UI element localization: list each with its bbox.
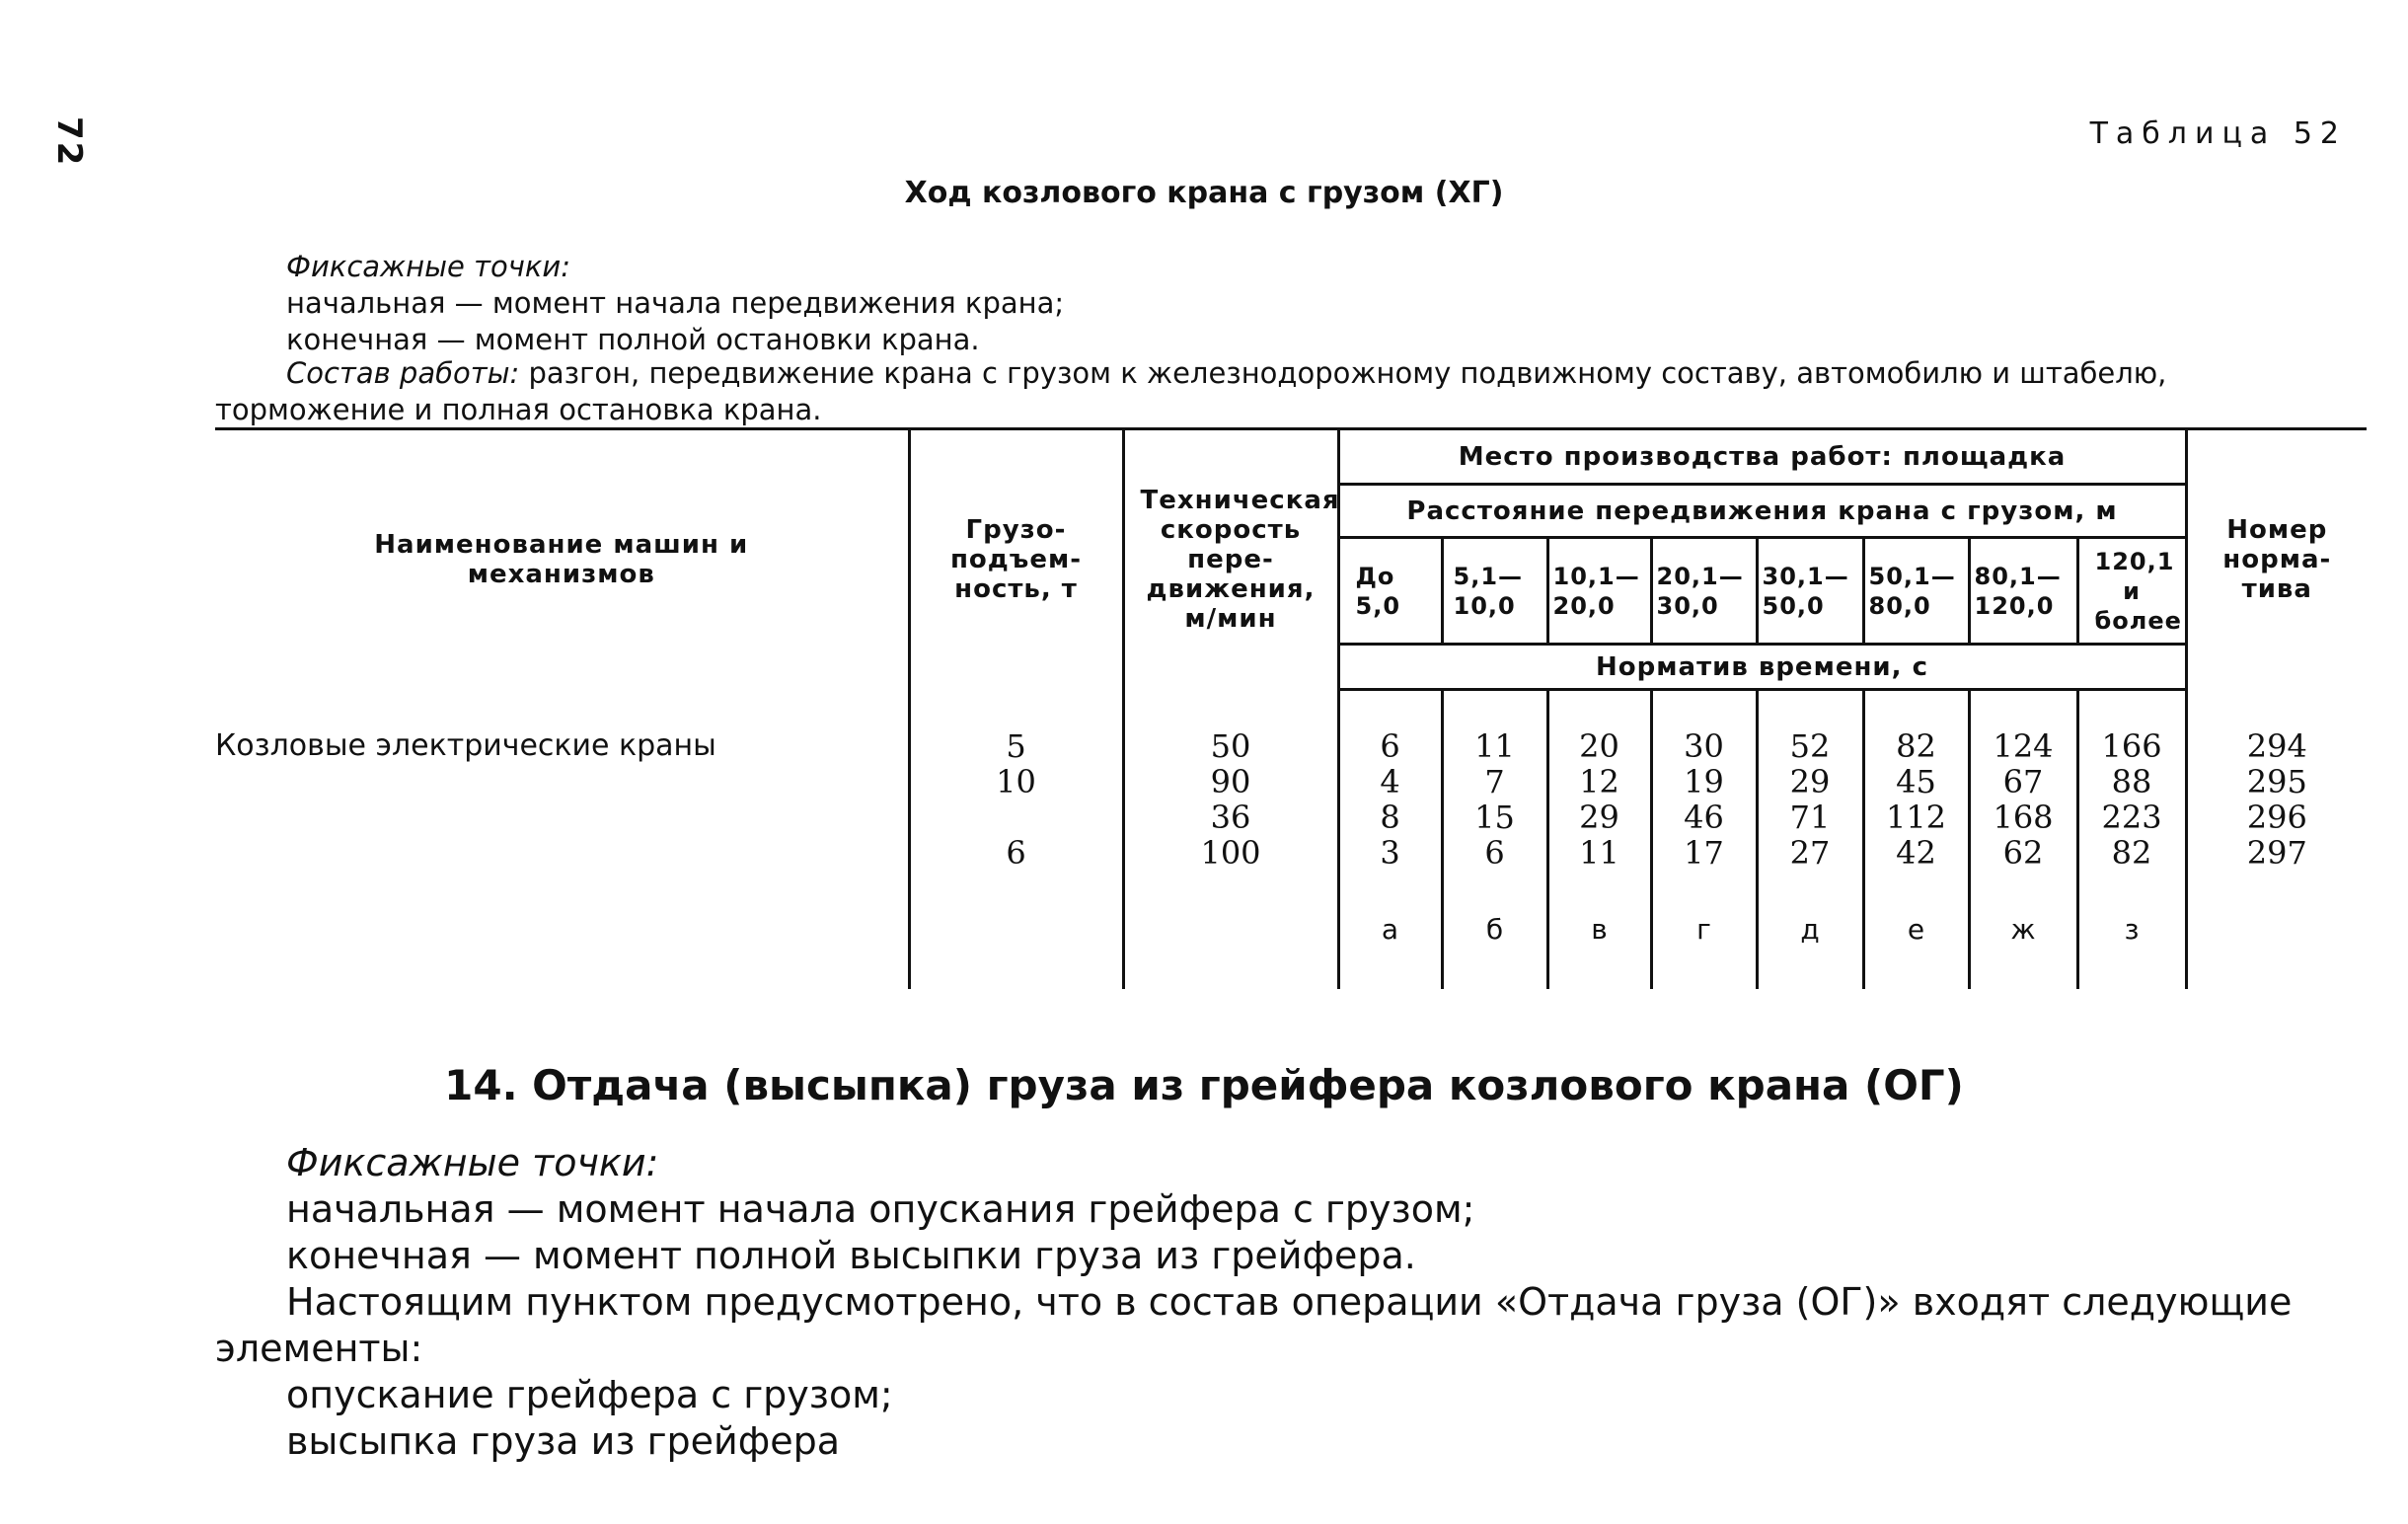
table-row bbox=[215, 835, 2367, 871]
norm-number-cell: 296 bbox=[2186, 800, 2367, 835]
fix-point-start: начальная — момент начала опускания грейфера с грузом; bbox=[286, 1187, 1475, 1231]
value-cell: 29 bbox=[1757, 764, 1863, 800]
column-letter: в bbox=[1547, 871, 1651, 989]
header-time-norm: Норматив времени, с bbox=[1338, 645, 2186, 690]
value-cell: 166 bbox=[2077, 728, 2186, 764]
value-cell: 3 bbox=[1338, 835, 1442, 871]
fix-points-heading: Фиксажные точки: bbox=[286, 1141, 659, 1184]
value-cell: 42 bbox=[1863, 835, 1969, 871]
fix-point-end: конечная — момент полной высыпки груза из грейфера. bbox=[286, 1234, 1416, 1277]
paragraph-line-2: элементы: bbox=[215, 1327, 423, 1370]
value-cell: 20 bbox=[1547, 728, 1651, 764]
column-letter: з bbox=[2077, 871, 2186, 989]
value-cell: 88 bbox=[2077, 764, 2186, 800]
column-letter: б bbox=[1442, 871, 1547, 989]
value-cell: 27 bbox=[1757, 835, 1863, 871]
section-14-title: 14. Отдача (высыпка) груза из грейфера козлового крана (ОГ) bbox=[444, 1061, 1964, 1109]
range-3: 10,1—20,0 bbox=[1547, 538, 1651, 645]
value-cell: 6 bbox=[1442, 835, 1547, 871]
column-letter: а bbox=[1338, 871, 1442, 989]
header-capacity: Грузо-подъем-ность, т bbox=[909, 429, 1123, 690]
capacity-cell: 10 bbox=[909, 764, 1123, 800]
value-cell: 124 bbox=[1969, 728, 2077, 764]
machine-name: Козловые электрические краны bbox=[215, 728, 716, 763]
norm-number-cell: 294 bbox=[2186, 728, 2367, 764]
header-name: Наименование машин и механизмов bbox=[215, 429, 909, 690]
column-letter: ж bbox=[1969, 871, 2077, 989]
value-cell: 7 bbox=[1442, 764, 1547, 800]
section-14-fix-points bbox=[286, 1140, 1474, 1279]
range-4: 20,1—30,0 bbox=[1651, 538, 1757, 645]
column-letter: г bbox=[1651, 871, 1757, 989]
value-cell: 17 bbox=[1651, 835, 1757, 871]
table-row bbox=[215, 728, 2367, 764]
column-letter: д bbox=[1757, 871, 1863, 989]
speed-cell: 90 bbox=[1123, 764, 1338, 800]
page-number: 72 bbox=[49, 116, 89, 168]
value-cell: 30 bbox=[1651, 728, 1757, 764]
fix-point-end: конечная — момент полной остановки крана. bbox=[286, 323, 980, 356]
speed-cell: 50 bbox=[1123, 728, 1338, 764]
header-speed: Техническая скорость пере-движения, м/мин bbox=[1123, 429, 1338, 690]
norm-table bbox=[215, 427, 2367, 989]
range-8: 120,1 и более bbox=[2077, 538, 2186, 645]
work-line-1: разгон, передвижение крана с грузом к железнодорожному подвижному составу, автомобилю и штабелю, bbox=[519, 356, 2167, 390]
capacity-cell: 5 bbox=[909, 728, 1123, 764]
value-cell: 112 bbox=[1863, 800, 1969, 835]
column-letter: е bbox=[1863, 871, 1969, 989]
value-cell: 15 bbox=[1442, 800, 1547, 835]
work-composition bbox=[215, 355, 2365, 428]
norm-number-cell: 297 bbox=[2186, 835, 2367, 871]
table-row bbox=[215, 800, 2367, 835]
value-cell: 6 bbox=[1338, 728, 1442, 764]
fix-points-block bbox=[286, 249, 1064, 358]
section-14-paragraph bbox=[215, 1279, 2365, 1372]
value-cell: 67 bbox=[1969, 764, 2077, 800]
range-7: 80,1—120,0 bbox=[1969, 538, 2077, 645]
range-1: До 5,0 bbox=[1338, 538, 1442, 645]
value-cell: 168 bbox=[1969, 800, 2077, 835]
value-cell: 223 bbox=[2077, 800, 2186, 835]
value-cell: 19 bbox=[1651, 764, 1757, 800]
value-cell: 82 bbox=[2077, 835, 2186, 871]
value-cell: 62 bbox=[1969, 835, 2077, 871]
capacity-cell bbox=[909, 800, 1123, 835]
work-label: Состав работы: bbox=[286, 356, 520, 390]
value-cell: 45 bbox=[1863, 764, 1969, 800]
value-cell: 46 bbox=[1651, 800, 1757, 835]
speed-cell: 36 bbox=[1123, 800, 1338, 835]
norm-number-cell: 295 bbox=[2186, 764, 2367, 800]
fix-points-heading: Фиксажные точки: bbox=[286, 250, 570, 283]
range-6: 50,1—80,0 bbox=[1863, 538, 1969, 645]
work-line-2: торможение и полная остановка крана. bbox=[215, 393, 822, 426]
value-cell: 8 bbox=[1338, 800, 1442, 835]
fix-point-start: начальная — момент начала передвижения крана; bbox=[286, 286, 1065, 320]
value-cell: 71 bbox=[1757, 800, 1863, 835]
value-cell: 11 bbox=[1547, 835, 1651, 871]
header-distance: Расстояние передвижения крана с грузом, м bbox=[1338, 485, 2186, 538]
header-norm-number: Номер норма-тива bbox=[2186, 429, 2367, 690]
value-cell: 82 bbox=[1863, 728, 1969, 764]
table-label: Таблица 52 bbox=[2089, 116, 2347, 151]
range-5: 30,1—50,0 bbox=[1757, 538, 1863, 645]
list-item: высыпка груза из грейфера bbox=[286, 1419, 841, 1463]
paragraph-line-1: Настоящим пунктом предусмотрено, что в состав операции «Отдача груза (ОГ)» входят следующие bbox=[286, 1280, 2293, 1324]
speed-cell: 100 bbox=[1123, 835, 1338, 871]
table-title: Ход козлового крана с грузом (ХГ) bbox=[904, 176, 1504, 210]
value-cell: 11 bbox=[1442, 728, 1547, 764]
column-letters-row bbox=[215, 871, 2367, 989]
value-cell: 52 bbox=[1757, 728, 1863, 764]
range-2: 5,1—10,0 bbox=[1442, 538, 1547, 645]
value-cell: 29 bbox=[1547, 800, 1651, 835]
table-row bbox=[215, 764, 2367, 800]
section-14-items bbox=[286, 1372, 893, 1465]
capacity-cell: 6 bbox=[909, 835, 1123, 871]
header-place: Место производства работ: площадка bbox=[1338, 429, 2186, 485]
value-cell: 12 bbox=[1547, 764, 1651, 800]
value-cell: 4 bbox=[1338, 764, 1442, 800]
list-item: опускание грейфера с грузом; bbox=[286, 1373, 893, 1416]
